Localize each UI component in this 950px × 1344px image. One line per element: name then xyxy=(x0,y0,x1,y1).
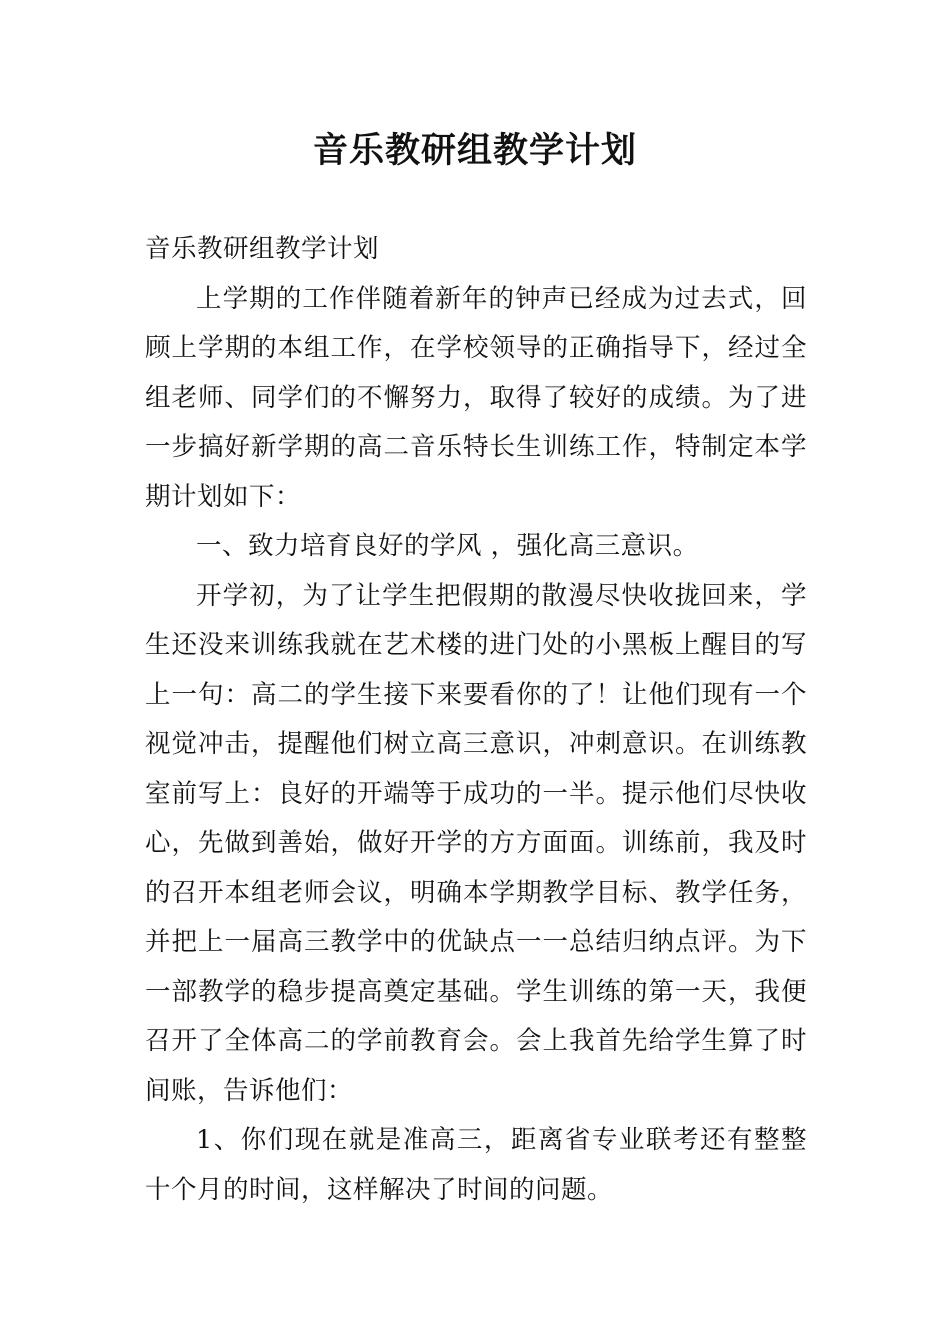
document-title: 音乐教研组教学计划 xyxy=(312,130,637,171)
paragraph-heading: 音乐教研组教学计划 xyxy=(145,234,380,264)
paragraph-intro: 上学期的工作伴随着新年的钟声已经成为过去式，回顾上学期的本组工作，在学校领导的正确指导下，经过全组老师、同学们的不懈努力，取得了较好的成绩。为了进一步搞好新学期的高二音乐特长生训练工作，特制定本学期计划如下： xyxy=(145,283,807,512)
paragraph-semester-start: 开学初，为了让学生把假期的散漫尽快收拢回来，学生还没来训练我就在艺术楼的进门处的小黑板上醒目的写上一句：高二的学生接下来要看你的了！让他们现有一个视觉冲击，提醒他们树立高三意识，冲刺意识。在训练教室前写上：良好的开端等于成功的一半。提示他们尽快收心，先做到善始，做好开学的方方面面。训练前，我及时的召开本组老师会议，明确本学期教学目标、教学任务，并把上一届高三教学中的优缺点一一总结归纳点评。为下一部教学的稳步提高奠定基础。学生训练的第一天，我便召开了全体高二的学前教育会。会上我首先给学生算了时间账，告诉他们： xyxy=(145,580,807,1106)
paragraph-section-one: 一、致力培育良好的学风 ，强化高三意识。 xyxy=(196,531,699,561)
document-body xyxy=(145,225,807,1215)
paragraph-point-one: 1、你们现在就是准高三，距离省专业联考还有整整十个月的时间，这样解决了时间的问题。 xyxy=(145,1125,807,1205)
